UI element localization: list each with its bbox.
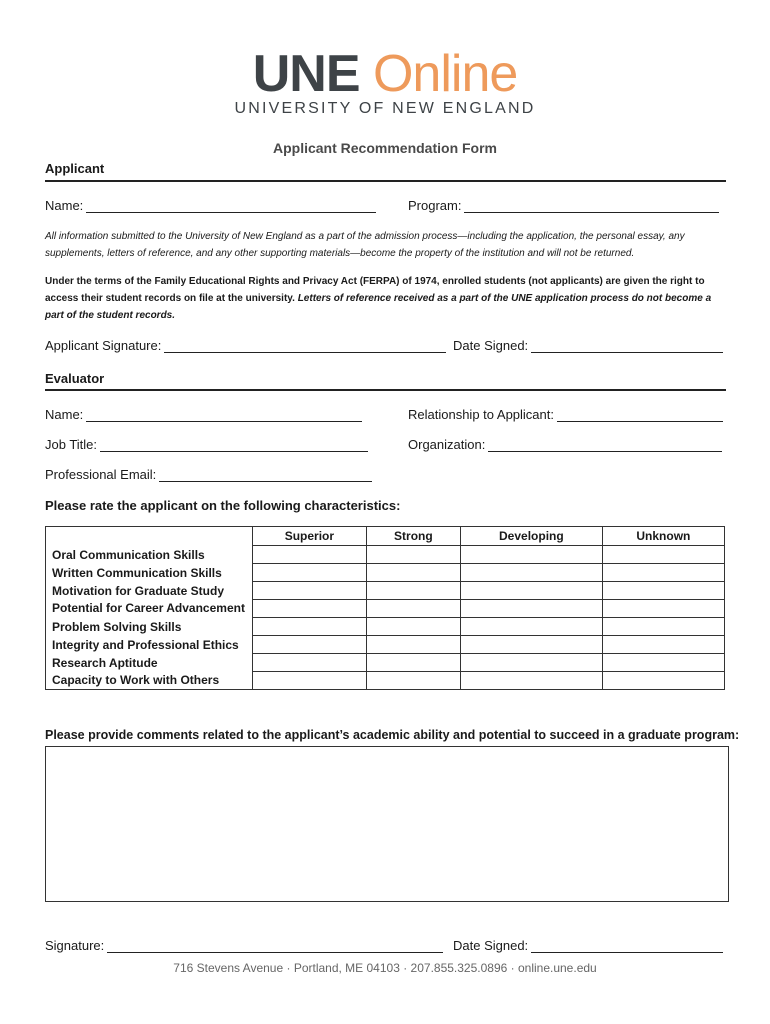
applicant-rule bbox=[45, 180, 726, 182]
evaluator-relationship-label: Relationship to Applicant: bbox=[408, 407, 554, 422]
rating-cell[interactable] bbox=[602, 618, 724, 636]
rating-cell[interactable] bbox=[602, 546, 724, 564]
evaluator-organization-line[interactable] bbox=[488, 439, 722, 452]
rating-cell[interactable] bbox=[461, 582, 603, 600]
criterion-label: Problem Solving Skills bbox=[46, 618, 253, 636]
signoff-date-label: Date Signed: bbox=[453, 938, 529, 953]
criterion-label: Motivation for Graduate Study bbox=[46, 582, 253, 600]
criterion-label: Capacity to Work with Others bbox=[46, 672, 253, 690]
rating-header-blank bbox=[46, 527, 253, 546]
table-row bbox=[46, 636, 725, 654]
evaluator-job-title-line[interactable] bbox=[100, 439, 368, 452]
rating-table bbox=[45, 526, 725, 690]
rating-cell[interactable] bbox=[366, 582, 460, 600]
rating-cell[interactable] bbox=[253, 672, 367, 690]
rating-cell[interactable] bbox=[602, 636, 724, 654]
rating-col-strong: Strong bbox=[366, 527, 460, 546]
rating-cell[interactable] bbox=[602, 672, 724, 690]
table-row bbox=[46, 582, 725, 600]
admission-notice: All information submitted to the University of New England as a part of the admission process—including the application, the personal essay, any supplements, letters of reference, and any other supporting materials—become the property of the institution and will not be returned. bbox=[45, 231, 685, 259]
applicant-signature-line[interactable] bbox=[164, 340, 446, 353]
rating-cell[interactable] bbox=[602, 564, 724, 582]
rating-cell[interactable] bbox=[602, 654, 724, 672]
applicant-date-label: Date Signed: bbox=[453, 338, 529, 353]
une-online-logo bbox=[0, 44, 770, 104]
table-row bbox=[46, 564, 725, 582]
rating-cell[interactable] bbox=[366, 600, 460, 618]
rating-col-unknown: Unknown bbox=[602, 527, 724, 546]
rating-header-row bbox=[46, 527, 725, 546]
applicant-name-line[interactable] bbox=[86, 200, 376, 213]
signature-field[interactable] bbox=[45, 938, 443, 953]
criterion-label: Integrity and Professional Ethics bbox=[46, 636, 253, 654]
signature-label: Signature: bbox=[45, 938, 105, 953]
applicant-name-field[interactable] bbox=[45, 198, 376, 213]
ferpa-notice-bold: Under the terms of the Family Educational Rights and Privacy Act (FERPA) of 1974, enrolled students (not applicants) are given the right to access their student records on file at the university. bbox=[45, 276, 705, 304]
rating-cell[interactable] bbox=[366, 672, 460, 690]
rating-cell[interactable] bbox=[461, 672, 603, 690]
rating-cell[interactable] bbox=[253, 618, 367, 636]
applicant-program-label: Program: bbox=[408, 198, 462, 213]
signoff-date-field[interactable] bbox=[453, 938, 723, 953]
ferpa-notice-bold-italic: Letters of reference received as a part of the UNE application process do not become a part of the student records. bbox=[45, 293, 712, 321]
evaluator-job-title-label: Job Title: bbox=[45, 437, 98, 452]
signoff-date-line[interactable] bbox=[531, 940, 723, 953]
rating-cell[interactable] bbox=[461, 636, 603, 654]
rating-cell[interactable] bbox=[253, 564, 367, 582]
ferpa-notice bbox=[45, 273, 729, 324]
evaluator-organization-field[interactable] bbox=[408, 437, 722, 452]
table-row bbox=[46, 618, 725, 636]
rating-cell[interactable] bbox=[253, 600, 367, 618]
rating-cell[interactable] bbox=[461, 600, 603, 618]
rating-cell[interactable] bbox=[253, 546, 367, 564]
comments-box[interactable] bbox=[45, 746, 729, 902]
applicant-name-label: Name: bbox=[45, 198, 84, 213]
criterion-label: Oral Communication Skills bbox=[46, 546, 253, 564]
criterion-label: Potential for Career Advancement bbox=[46, 600, 253, 618]
rating-cell[interactable] bbox=[461, 618, 603, 636]
rating-prompt: Please rate the applicant on the following characteristics: bbox=[45, 498, 401, 513]
evaluator-job-title-field[interactable] bbox=[45, 437, 368, 452]
evaluator-name-label: Name: bbox=[45, 407, 84, 422]
rating-col-superior: Superior bbox=[253, 527, 367, 546]
evaluator-name-field[interactable] bbox=[45, 407, 362, 422]
form-title: Applicant Recommendation Form bbox=[272, 140, 498, 156]
evaluator-rule bbox=[45, 389, 726, 391]
footer-address: 716 Stevens Avenue · Portland, ME 04103 · 207.855.325.0896 · online.une.edu bbox=[173, 961, 597, 975]
criterion-label: Research Aptitude bbox=[46, 654, 253, 672]
rating-cell[interactable] bbox=[461, 546, 603, 564]
rating-cell[interactable] bbox=[366, 654, 460, 672]
evaluator-name-line[interactable] bbox=[86, 409, 362, 422]
applicant-signature-label: Applicant Signature: bbox=[45, 338, 162, 353]
table-row bbox=[46, 654, 725, 672]
table-row bbox=[46, 600, 725, 618]
evaluator-email-line[interactable] bbox=[159, 469, 372, 482]
evaluator-heading: Evaluator bbox=[45, 371, 105, 386]
rating-cell[interactable] bbox=[461, 564, 603, 582]
table-row bbox=[46, 546, 725, 564]
rating-cell[interactable] bbox=[366, 618, 460, 636]
criterion-label: Written Communication Skills bbox=[46, 564, 253, 582]
rating-cell[interactable] bbox=[366, 636, 460, 654]
evaluator-organization-label: Organization: bbox=[408, 437, 486, 452]
applicant-program-field[interactable] bbox=[408, 198, 719, 213]
evaluator-relationship-line[interactable] bbox=[557, 409, 723, 422]
evaluator-relationship-field[interactable] bbox=[408, 407, 723, 422]
rating-cell[interactable] bbox=[253, 582, 367, 600]
applicant-signature-field[interactable] bbox=[45, 338, 446, 353]
applicant-date-line[interactable] bbox=[531, 340, 723, 353]
rating-cell[interactable] bbox=[366, 564, 460, 582]
applicant-heading: Applicant bbox=[45, 161, 105, 176]
signature-line[interactable] bbox=[107, 940, 443, 953]
evaluator-email-field[interactable] bbox=[45, 467, 372, 482]
rating-cell[interactable] bbox=[366, 546, 460, 564]
rating-cell[interactable] bbox=[461, 654, 603, 672]
logo-online-text: Online bbox=[372, 45, 518, 103]
evaluator-email-label: Professional Email: bbox=[45, 467, 157, 482]
comments-prompt: Please provide comments related to the applicant’s academic ability and potential to succeed in a graduate program: bbox=[45, 728, 740, 742]
rating-col-developing: Developing bbox=[461, 527, 603, 546]
applicant-program-line[interactable] bbox=[464, 200, 719, 213]
logo-subtitle: UNIVERSITY OF NEW ENGLAND bbox=[234, 100, 536, 117]
rating-cell[interactable] bbox=[602, 582, 724, 600]
logo-une-text: UNE bbox=[252, 45, 360, 103]
rating-cell[interactable] bbox=[253, 636, 367, 654]
rating-cell[interactable] bbox=[602, 600, 724, 618]
applicant-date-field[interactable] bbox=[453, 338, 723, 353]
rating-cell[interactable] bbox=[253, 654, 367, 672]
table-row bbox=[46, 672, 725, 690]
